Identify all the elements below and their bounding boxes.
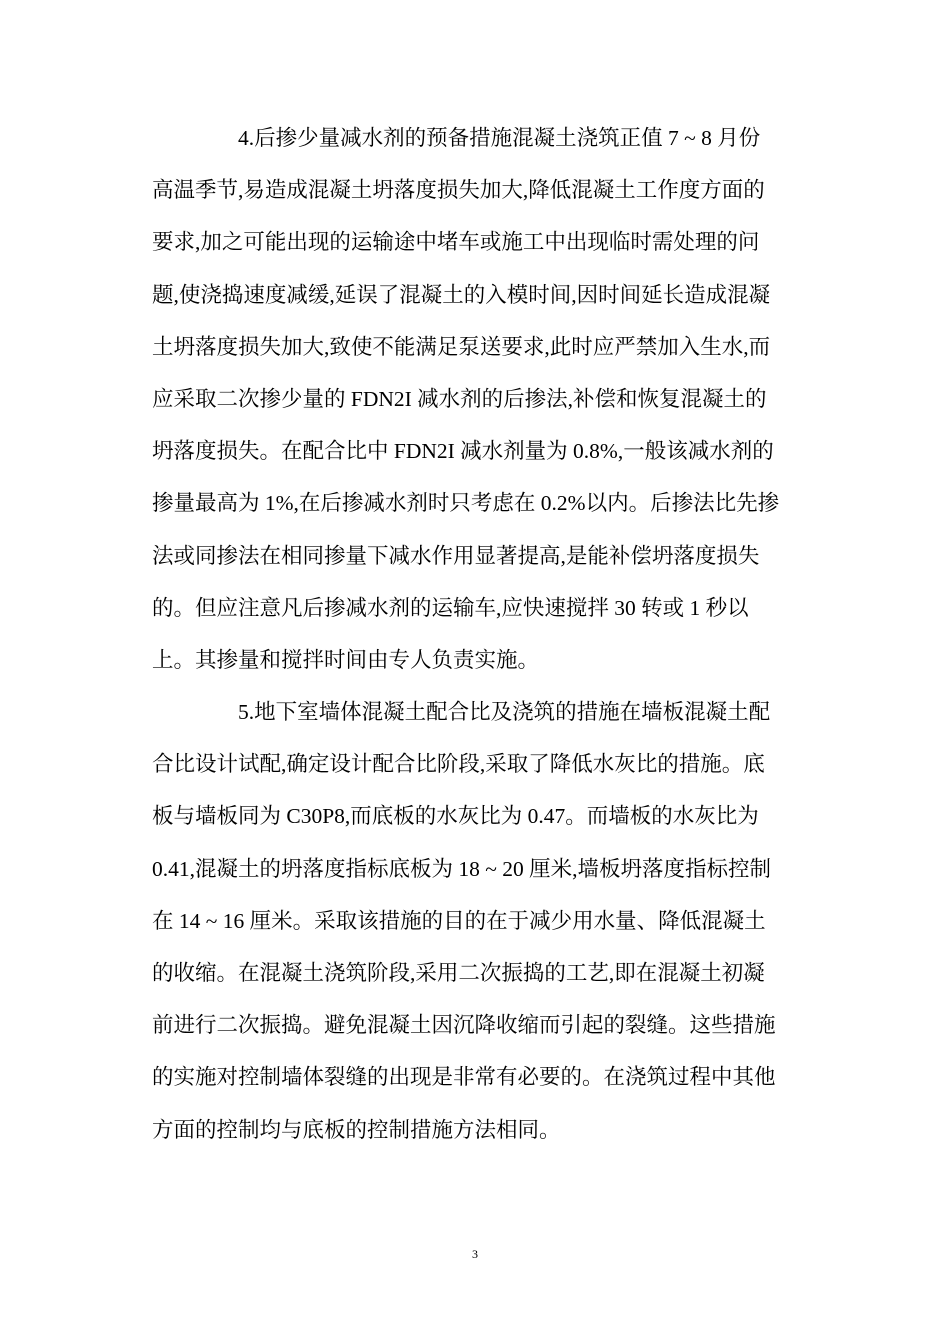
paragraph-line: 土坍落度损失加大,致使不能满足泵送要求,此时应严禁加入生水,而 bbox=[152, 334, 771, 359]
paragraph-line: 应采取二次掺少量的 FDN2I 减水剂的后掺法,补偿和恢复混凝土的 bbox=[152, 386, 767, 411]
paragraph-admixture-measures bbox=[152, 112, 812, 686]
paragraph-line: 要求,加之可能出现的运输途中堵车或施工中出现临时需处理的问 bbox=[152, 230, 760, 255]
paragraph-line: 坍落度损失。在配合比中 FDN2I 减水剂量为 0.8%,一般该减水剂的 bbox=[152, 439, 774, 464]
paragraph-line: 前进行二次振捣。避免混凝土因沉降收缩而引起的裂缝。这些措施 bbox=[152, 1013, 776, 1038]
paragraph-line: 掺量最高为 1%,在后掺减水剂时只考虑在 0.2%以内。后掺法比先掺 bbox=[152, 491, 780, 516]
paragraph-line: 的收缩。在混凝土浇筑阶段,采用二次振捣的工艺,即在混凝土初凝 bbox=[152, 961, 765, 985]
paragraph-line: 高温季节,易造成混凝土坍落度损失加大,降低混凝土工作度方面的 bbox=[152, 178, 765, 203]
paragraph-line: 5.地下室墙体混凝土配合比及浇筑的措施在墙板混凝土配 bbox=[238, 700, 771, 725]
paragraph-line: 的。但应注意凡后掺减水剂的运输车,应快速搅拌 30 转或 1 秒以 bbox=[152, 595, 749, 620]
paragraph-line: 方面的控制均与底板的控制措施方法相同。 bbox=[152, 1117, 561, 1142]
paragraph-line: 上。其掺量和搅拌时间由专人负责实施。 bbox=[152, 647, 540, 672]
paragraph-line: 的实施对控制墙体裂缝的出现是非常有必要的。在浇筑过程中其他 bbox=[152, 1065, 776, 1090]
paragraph-line: 法或同掺法在相同掺量下减水作用显著提高,是能补偿坍落度损失 bbox=[152, 543, 760, 568]
paragraph-line: 0.41,混凝土的坍落度指标底板为 18 ~ 20 厘米,墙板坍落度指标控制 bbox=[152, 856, 772, 881]
paragraph-line: 题,使浇捣速度减缓,延误了混凝土的入模时间,因时间延长造成混凝 bbox=[152, 282, 771, 307]
paragraph-line: 合比设计试配,确定设计配合比阶段,采取了降低水灰比的措施。底 bbox=[152, 752, 765, 777]
paragraph-line: 板与墙板同为 C30P8,而底板的水灰比为 0.47。而墙板的水灰比为 bbox=[152, 804, 759, 829]
paragraph-basement-wall-measures bbox=[152, 686, 812, 1156]
paragraph-line: 在 14 ~ 16 厘米。采取该措施的目的在于减少用水量、降低混凝土 bbox=[152, 908, 766, 933]
body-text bbox=[152, 112, 812, 1156]
page-number: 3 bbox=[472, 1247, 478, 1261]
paragraph-line: 4.后掺少量减水剂的预备措施混凝土浇筑正值 7 ~ 8 月份 bbox=[238, 126, 761, 150]
